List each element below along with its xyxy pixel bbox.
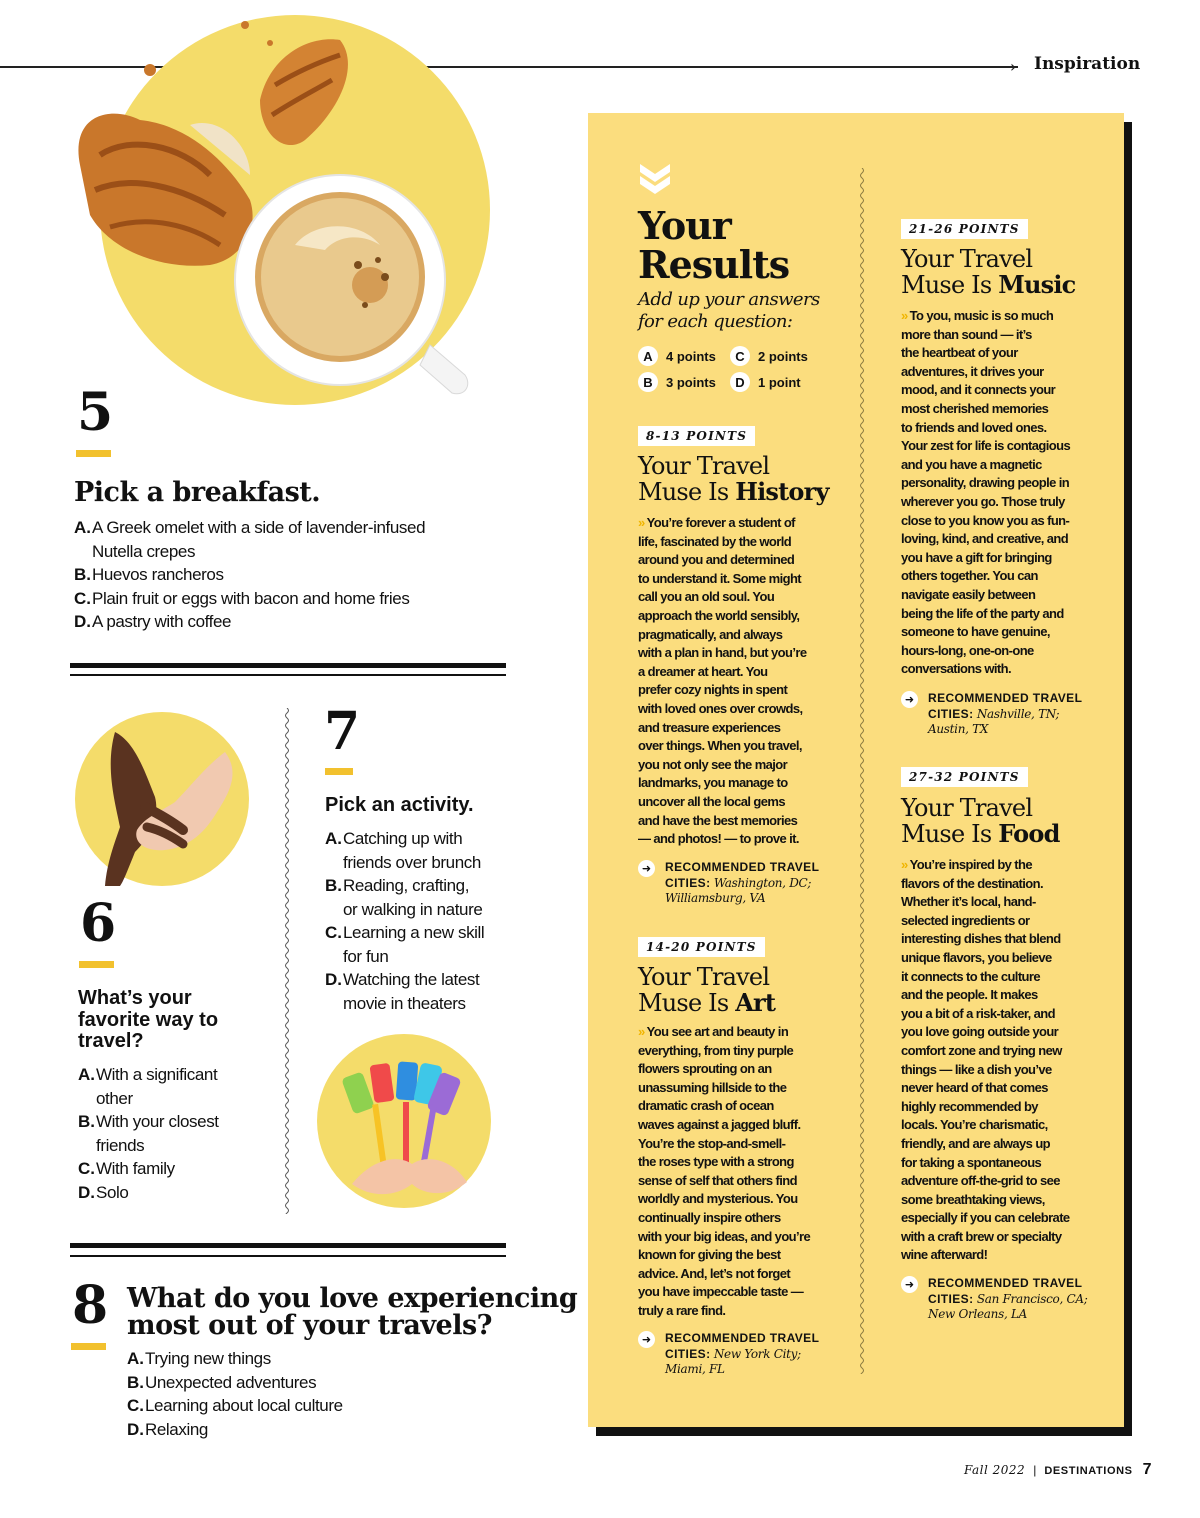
- body-line: locals. You’re charismatic,: [901, 1117, 1048, 1133]
- body-line: to understand it. Some might: [638, 570, 802, 586]
- body-line: with a plan in hand, but you’re: [638, 645, 807, 661]
- answer-item: D. Relaxing: [127, 1419, 208, 1439]
- body-line: the roses type with a strong: [638, 1154, 794, 1170]
- result-body: [901, 856, 1101, 1265]
- body-line: you not only see the major: [638, 756, 788, 772]
- body-line: and treasure experiences: [638, 719, 781, 735]
- page-footer: Fall 2022 | DESTINATIONS 7: [964, 1461, 1152, 1478]
- answer-item: D. Watching the latest movie in theaters: [325, 970, 480, 1013]
- question-title: Pick a breakfast.: [74, 477, 321, 508]
- body-line: with your big ideas, and you’re: [638, 1228, 811, 1244]
- divider-heavy: [70, 1243, 506, 1248]
- answer-item: C. Learning about local culture: [127, 1396, 343, 1415]
- answer-item: B. Reading, crafting, or walking in nature: [325, 876, 483, 919]
- results-subtitle: Add up your answers for each question:: [638, 289, 820, 332]
- question-number: 5: [77, 382, 114, 443]
- body-line: unassuming hillside to the: [638, 1079, 787, 1095]
- points-badge: 27-32 POINTS: [901, 767, 1028, 787]
- body-line: more than sound — it’s: [901, 326, 1032, 342]
- arrow-right-icon: ➜: [901, 1276, 918, 1293]
- answer-item: C. With family: [78, 1159, 175, 1178]
- result-body: [638, 514, 838, 849]
- body-line: you a bit of a risk-taker, and: [901, 1005, 1055, 1021]
- accent-bar: [71, 1343, 106, 1350]
- raquo-icon: »: [901, 857, 908, 872]
- body-line: dramatic crash of ocean: [638, 1098, 774, 1114]
- question-title: What’s your favorite way to travel?: [78, 987, 219, 1052]
- body-line: conversations with.: [901, 661, 1011, 677]
- muse-title: Your Travel Muse Is Art: [638, 963, 776, 1017]
- body-line: uncover all the local gems: [638, 793, 785, 809]
- body-line: landmarks, you manage to: [638, 775, 788, 791]
- answer-item: A. Catching up with friends over brunch: [325, 829, 481, 872]
- answer-list: [74, 516, 504, 634]
- accent-bar: [76, 450, 111, 457]
- recommended-cities: ➜ RECOMMENDED TRAVEL CITIES: San Francisco, CA; New Orleans, LA: [901, 1276, 1101, 1323]
- body-line: comfort zone and trying new: [901, 1042, 1062, 1058]
- body-line: being the life of the party and: [901, 605, 1064, 621]
- answer-list: [325, 827, 505, 1015]
- body-line: close to you know you as fun-: [901, 512, 1070, 528]
- body-line: navigate easily between: [901, 586, 1036, 602]
- result-body: [901, 307, 1101, 679]
- points-key: B 3 points: [638, 372, 716, 392]
- answer-item: A. Trying new things: [127, 1349, 271, 1368]
- body-line: you love going outside your: [901, 1024, 1059, 1040]
- results-title: Your Results: [638, 203, 790, 287]
- wavy-divider: [858, 168, 866, 1374]
- body-line: others together. You can: [901, 568, 1038, 584]
- points-badge: 14-20 POINTS: [638, 937, 765, 957]
- answer-item: C. Plain fruit or eggs with bacon and home fries: [74, 588, 410, 608]
- body-line: with a craft brew or specialty: [901, 1228, 1062, 1244]
- answer-list: [127, 1347, 427, 1441]
- question-title: Pick an activity.: [325, 794, 474, 816]
- question-number: 8: [72, 1275, 109, 1336]
- raquo-icon: »: [638, 515, 645, 530]
- paintbrushes-image: [317, 1034, 491, 1208]
- double-chevron-icon: [638, 162, 672, 196]
- answer-list: [78, 1063, 278, 1204]
- body-line: things — like a dish you’ve: [901, 1061, 1052, 1077]
- raquo-icon: »: [901, 308, 908, 323]
- body-line: you have a gift for bringing: [901, 549, 1052, 565]
- arrow-right-icon: ›: [1010, 57, 1017, 76]
- arrow-right-icon: ➜: [638, 860, 655, 877]
- body-line: selected ingredients or: [901, 912, 1030, 928]
- body-line: a dreamer at heart. You: [638, 663, 768, 679]
- body-line: worldly and mysterious. You: [638, 1191, 798, 1207]
- body-line: You’re inspired by the: [909, 857, 1033, 872]
- body-line: personality, drawing people in: [901, 475, 1070, 491]
- body-line: To you, music is so much: [909, 308, 1054, 323]
- body-line: flavors of the destination.: [901, 875, 1043, 891]
- body-line: flowers sprouting on an: [638, 1061, 772, 1077]
- body-line: wherever you go. Those truly: [901, 493, 1065, 509]
- answer-item: A. With a significant other: [78, 1065, 218, 1108]
- answer-item: C. Learning a new skill for fun: [325, 923, 485, 966]
- body-line: prefer cozy nights in spent: [638, 682, 788, 698]
- body-line: most cherished memories: [901, 400, 1049, 416]
- result-body: [638, 1023, 838, 1321]
- body-line: around you and determined: [638, 552, 795, 568]
- points-key: D 1 point: [730, 372, 801, 392]
- wavy-divider: [283, 708, 291, 1214]
- question-number: 7: [324, 701, 361, 762]
- raquo-icon: »: [638, 1024, 645, 1039]
- body-line: for taking a spontaneous: [901, 1154, 1042, 1170]
- body-line: adventure off-the-grid to see: [901, 1173, 1060, 1189]
- answer-item: D. A pastry with coffee: [74, 612, 232, 631]
- points-badge: 21-26 POINTS: [901, 219, 1028, 239]
- body-line: some breathtaking views,: [901, 1191, 1045, 1207]
- answer-item: D. Solo: [78, 1182, 129, 1202]
- body-line: everything, from tiny purple: [638, 1042, 794, 1058]
- divider-thin: [70, 1255, 506, 1257]
- body-line: life, fascinated by the world: [638, 533, 792, 549]
- body-line: it connects to the culture: [901, 968, 1040, 984]
- body-line: the heartbeat of your: [901, 345, 1018, 361]
- body-line: approach the world sensibly,: [638, 607, 800, 623]
- points-key: C 2 points: [730, 346, 808, 366]
- points-badge: 8-13 POINTS: [638, 426, 755, 446]
- body-line: someone to have genuine,: [901, 624, 1050, 640]
- body-line: hours-long, one-on-one: [901, 642, 1034, 658]
- question-title: What do you love experiencing most out of your travels?: [127, 1283, 578, 1341]
- body-line: interesting dishes that blend: [901, 931, 1061, 947]
- body-line: and the people. It makes: [901, 987, 1038, 1003]
- divider-thin: [70, 674, 506, 676]
- body-line: wine afterward!: [901, 1247, 988, 1263]
- recommended-cities: ➜ RECOMMENDED TRAVEL CITIES: Nashville, TN; Austin, TX: [901, 691, 1101, 738]
- muse-title: Your Travel Muse Is History: [638, 452, 829, 506]
- croissant-coffee-image: [40, 15, 510, 435]
- body-line: and you have a magnetic: [901, 456, 1042, 472]
- body-line: advice. And, let’s not forget: [638, 1265, 791, 1281]
- page-number: 7: [1142, 1461, 1152, 1478]
- body-line: over things. When you travel,: [638, 738, 802, 754]
- body-line: You’re forever a student of: [646, 515, 795, 530]
- body-line: — and photos! — to prove it.: [638, 831, 799, 847]
- body-line: to friends and loved ones.: [901, 419, 1047, 435]
- body-line: You’re the stop-and-smell-: [638, 1135, 786, 1151]
- body-line: friendly, and are always up: [901, 1135, 1051, 1151]
- body-line: known for giving the best: [638, 1247, 781, 1263]
- muse-title: Your Travel Muse Is Food: [901, 794, 1060, 848]
- body-line: highly recommended by: [901, 1098, 1038, 1114]
- divider-heavy: [70, 663, 506, 668]
- body-line: Whether it’s local, hand-: [901, 894, 1036, 910]
- points-key: A 4 points: [638, 346, 716, 366]
- body-line: you have impeccable taste —: [638, 1284, 804, 1300]
- muse-title: Your Travel Muse Is Music: [901, 245, 1076, 299]
- body-line: mood, and it connects your: [901, 382, 1056, 398]
- answer-item: B. Unexpected adventures: [127, 1372, 317, 1392]
- recommended-cities: ➜ RECOMMENDED TRAVEL CITIES: Washington, DC; Williamsburg, VA: [638, 860, 838, 907]
- body-line: especially if you can celebrate: [901, 1210, 1070, 1226]
- body-line: and have the best memories: [638, 812, 798, 828]
- answer-item: B. With your closest friends: [78, 1112, 219, 1155]
- body-line: pragmatically, and always: [638, 626, 783, 642]
- body-line: truly a rare find.: [638, 1302, 726, 1318]
- body-line: loving, kind, and creative, and: [901, 531, 1069, 547]
- body-line: waves against a jagged bluff.: [638, 1116, 801, 1132]
- answer-item: B. Huevos rancheros: [74, 565, 224, 584]
- body-line: Your zest for life is contagious: [901, 438, 1071, 454]
- body-line: You see art and beauty in: [646, 1024, 789, 1039]
- body-line: continually inspire others: [638, 1209, 781, 1225]
- question-number: 6: [80, 893, 117, 954]
- arrow-right-icon: ➜: [901, 691, 918, 708]
- accent-bar: [79, 961, 114, 968]
- section-label: Inspiration: [1034, 54, 1141, 74]
- body-line: call you an old soul. You: [638, 589, 775, 605]
- body-line: adventures, it drives your: [901, 363, 1044, 379]
- arrow-right-icon: ➜: [638, 1331, 655, 1348]
- holding-hands-image: [75, 712, 249, 886]
- accent-bar: [325, 768, 353, 775]
- body-line: unique flavors, you believe: [901, 949, 1052, 965]
- body-line: never heard of that comes: [901, 1080, 1048, 1096]
- body-line: sense of self that others find: [638, 1172, 797, 1188]
- answer-item: A. A Greek omelet with a side of lavender-infused Nutella crepes: [74, 518, 426, 561]
- body-line: with loved ones over crowds,: [638, 700, 803, 716]
- recommended-cities: ➜ RECOMMENDED TRAVEL CITIES: New York City; Miami, FL: [638, 1331, 838, 1378]
